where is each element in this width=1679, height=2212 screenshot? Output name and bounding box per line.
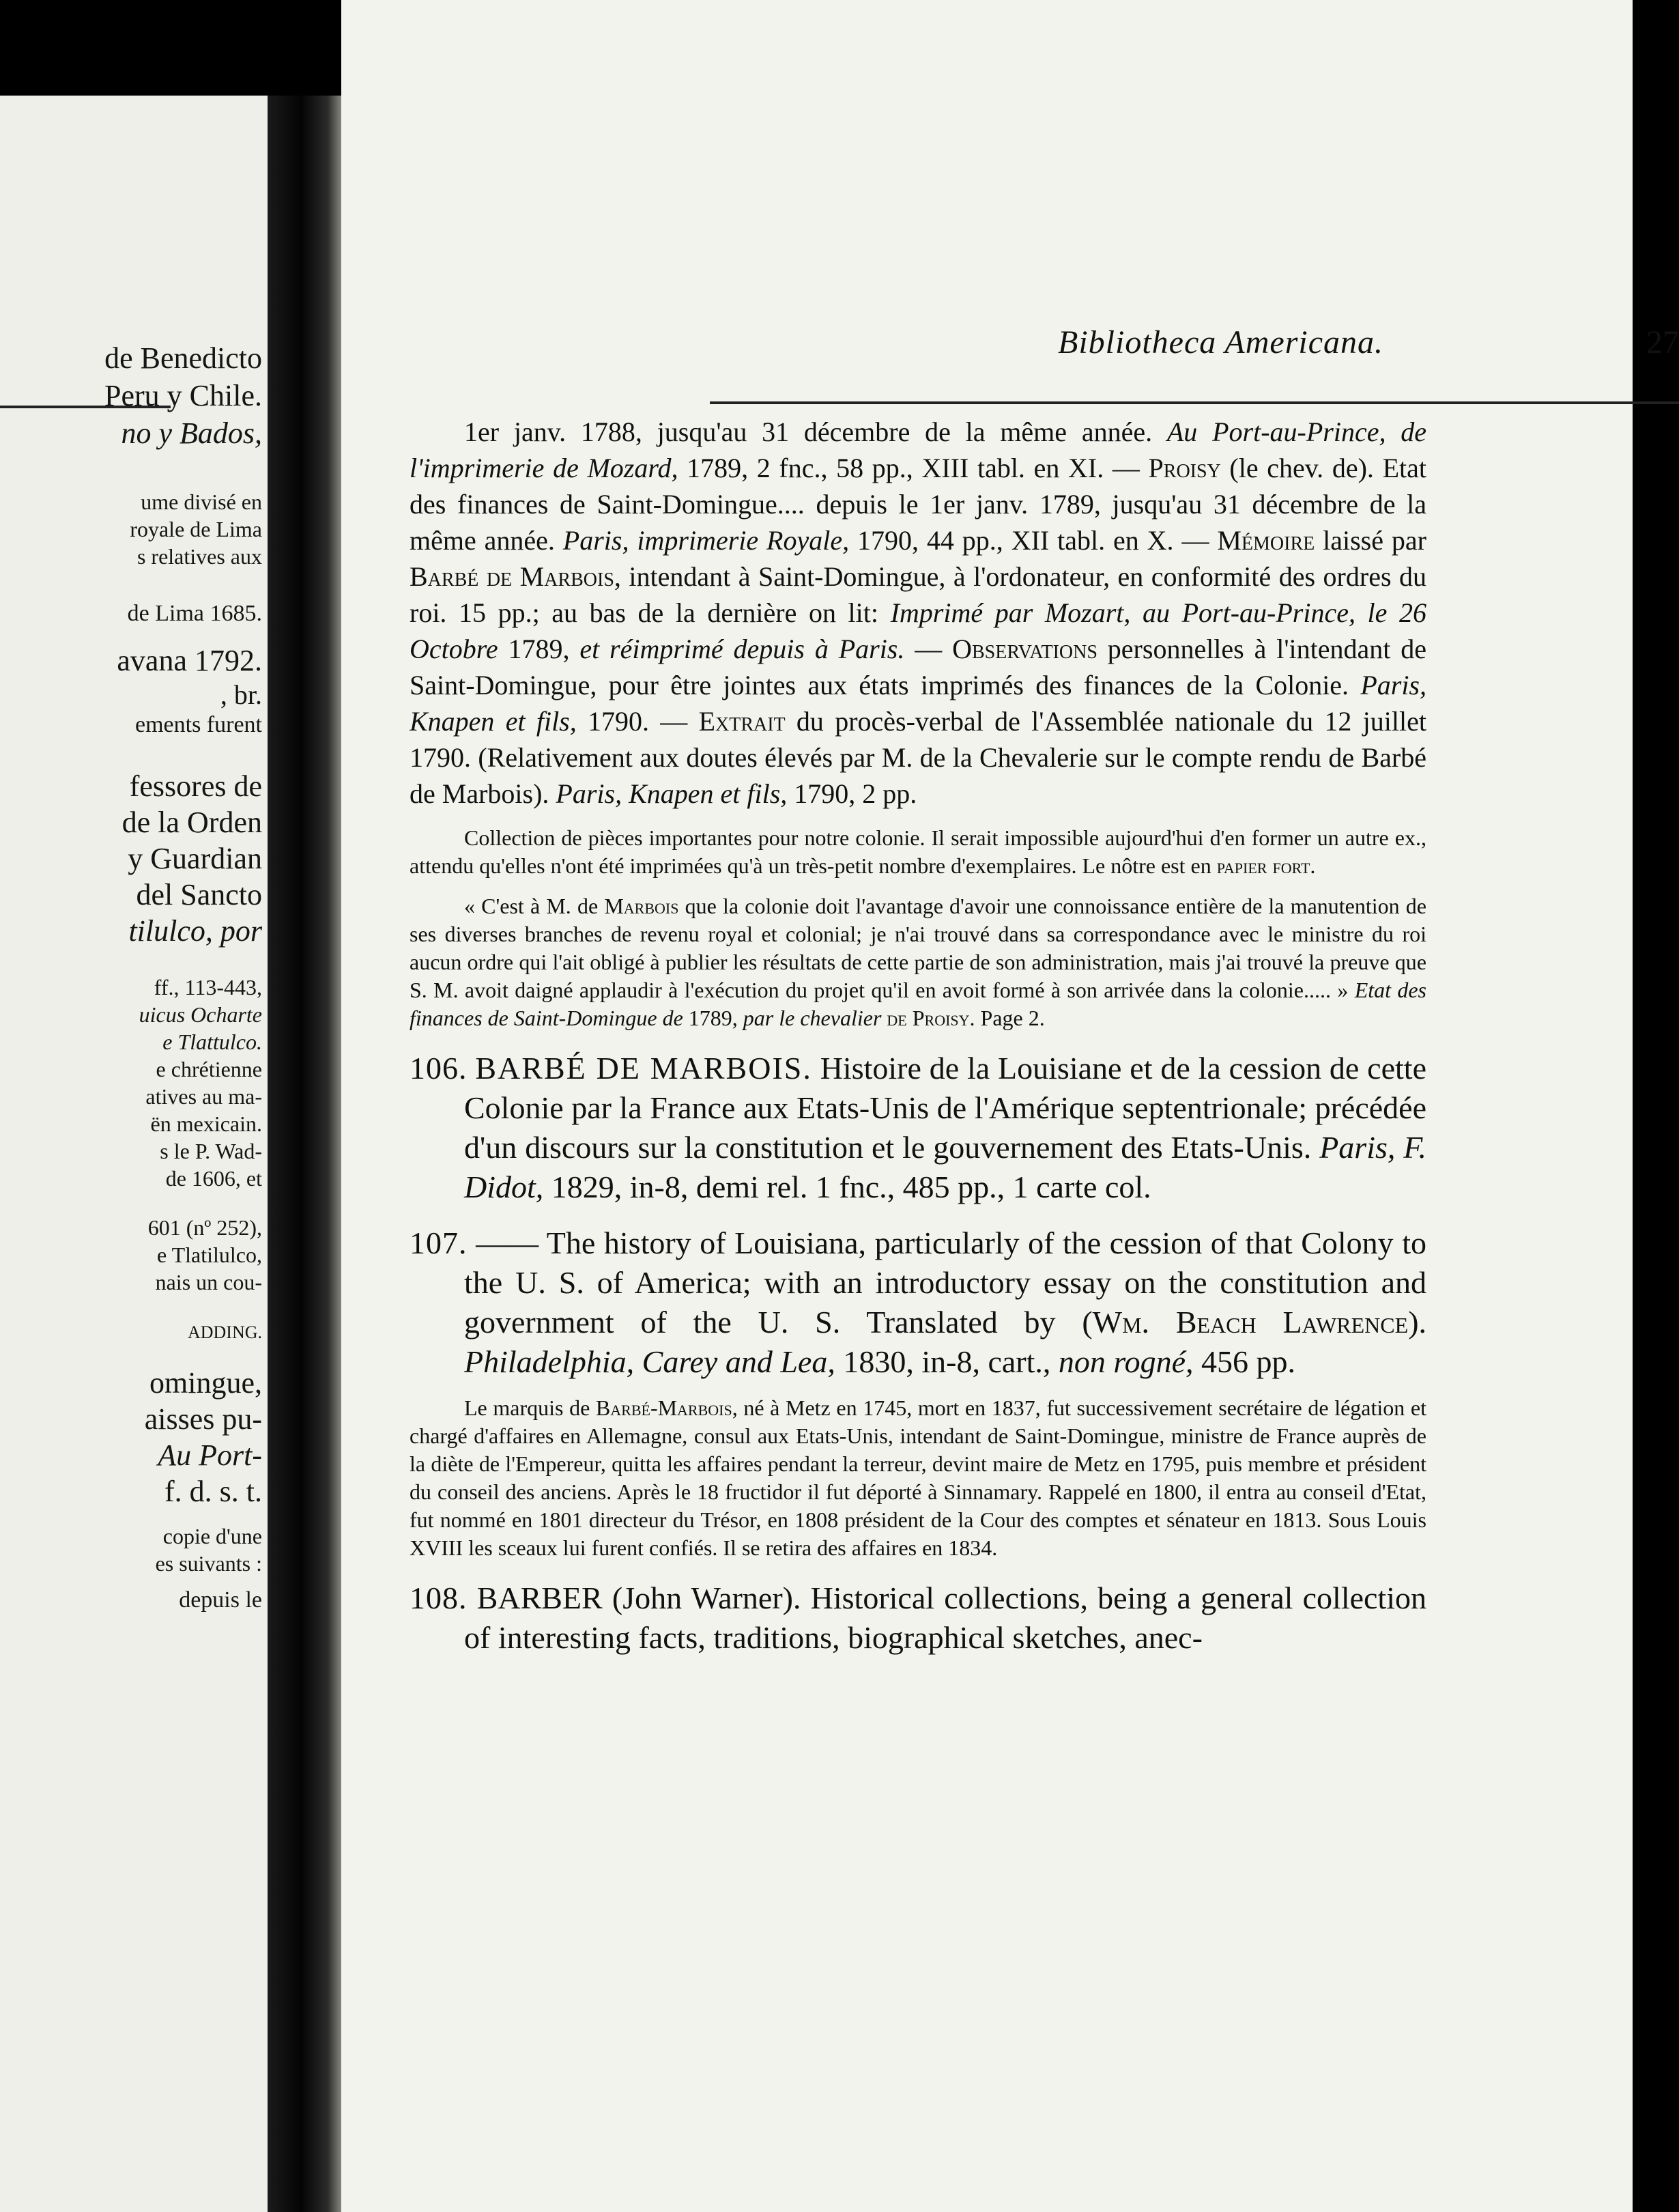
entry-107-description xyxy=(464,1225,1426,1379)
text-run: laissé par xyxy=(1315,525,1426,556)
left-page-text-fragment: Peru y Chile. xyxy=(104,379,262,412)
text-run: non rogné, xyxy=(1058,1344,1194,1379)
text-run: Barbé de Marbois xyxy=(410,561,614,592)
text-run: . Page 2. xyxy=(969,1006,1045,1030)
text-run: Wm. Beach Lawrence xyxy=(1092,1305,1409,1339)
text-run: Marbois xyxy=(604,894,679,918)
left-page-text-fragment: Au Port- xyxy=(158,1438,262,1472)
left-page-text-fragment: , br. xyxy=(220,679,262,710)
left-page-text-fragment: ements furent xyxy=(135,712,262,737)
left-page-text-fragment: de la Orden xyxy=(121,806,262,839)
left-page-text-fragment: fessores de xyxy=(129,769,262,803)
running-title: Bibliotheca Americana. xyxy=(1058,324,1384,360)
text-run: 1790, 44 pp., XII tabl. en X. — xyxy=(849,525,1218,556)
text-run: Paris, imprimerie Royale, xyxy=(562,525,850,556)
page-content xyxy=(410,414,1426,1658)
left-page-text-fragment: de 1606, et xyxy=(165,1166,262,1191)
text-run: Barbé-Marbois xyxy=(595,1395,732,1420)
left-page-text-fragment: nais un cou- xyxy=(155,1270,262,1294)
entry-105-note-2 xyxy=(410,892,1426,1032)
text-run: Paris, F. Didot, xyxy=(464,1130,1426,1204)
text-run: Au Port-au-Prince, de l'imprimerie de Mozard, xyxy=(410,416,1426,483)
entry-106 xyxy=(410,1049,1426,1207)
left-page-text-fragment: del Sancto xyxy=(136,878,262,911)
entry-107 xyxy=(410,1223,1426,1382)
text-run: Mémoire xyxy=(1217,525,1315,556)
text-run: Paris, Knapen et fils, xyxy=(410,670,1426,737)
text-run: 1789, xyxy=(683,1006,743,1030)
left-page-text-fragment: royale de Lima xyxy=(130,517,262,541)
left-page-text-fragment: avana 1792. xyxy=(117,644,262,677)
left-page-text-fragment: ume divisé en xyxy=(141,490,262,514)
left-page-text-fragment: y Guardian xyxy=(128,842,262,875)
text-run: (John Warner). Historical collections, being a general collection of interesting facts, traditions, biographical sketches, anec- xyxy=(464,1580,1426,1655)
text-run: ). xyxy=(1408,1305,1427,1339)
text-run: , intendant à Saint-Domingue, à l'ordonateur, en conformité des ordres du roi. 15 pp.; au bas de la dernière on lit: xyxy=(410,561,1426,628)
text-run: par le chevalier xyxy=(743,1006,882,1030)
entry-105-note-1 xyxy=(410,824,1426,880)
left-page-text-fragment: aisses pu- xyxy=(144,1402,262,1436)
book-gutter xyxy=(268,96,343,2212)
left-page-text-fragment: no y Bados, xyxy=(121,416,262,450)
header-rule xyxy=(710,401,1679,404)
left-page-text-fragment: ADDING. xyxy=(187,1322,262,1342)
right-page xyxy=(341,0,1679,2212)
text-run: Paris, Knapen et fils, xyxy=(556,778,788,809)
text-run: Proisy xyxy=(1148,453,1221,483)
text-run: Histoire de la Louisiane et de la cession de cette Colonie par la France aux Etats-Unis de l'Amérique septentrionale; précédée d'un discours sur la constitution et le gouvernement des Etats-Unis. xyxy=(464,1051,1426,1165)
left-page-text-fragment: uicus Ocharte xyxy=(139,1002,262,1027)
text-run: — xyxy=(904,634,953,664)
entry-108-description xyxy=(464,1580,1426,1655)
text-run: 1790, 2 pp. xyxy=(787,778,917,809)
left-page-text-fragment: e Tlattulco. xyxy=(162,1030,262,1054)
page-number: 27 xyxy=(1646,324,1679,360)
left-page-text-fragment: e Tlatilulco, xyxy=(156,1243,262,1267)
entry-number: 106. xyxy=(410,1051,468,1086)
entry-105-continuation xyxy=(410,414,1426,812)
entry-107-note xyxy=(410,1394,1426,1562)
text-run: 456 pp. xyxy=(1193,1344,1296,1379)
left-page xyxy=(0,96,268,2212)
text-run: 1er janv. 1788, jusqu'au 31 décembre de la même année. xyxy=(464,416,1167,447)
text-run: « C'est à M. de xyxy=(464,894,605,918)
text-run: Extrait xyxy=(698,706,786,737)
text-run: 1789, xyxy=(498,634,580,664)
text-run: 1829, in-8, demi rel. 1 fnc., 485 pp., 1 carte col. xyxy=(543,1169,1151,1204)
left-page-text-fragment: de Lima 1685. xyxy=(127,601,262,626)
left-page-text-fragment: ff., 113-443, xyxy=(154,975,262,999)
text-run: The history of Louisiana, particularly of the cession of that Colony to the U. S. of America; with an introductory essay on the constitution and government of the U. S. Translated by ( xyxy=(464,1225,1426,1339)
left-page-text-fragment: de Benedicto xyxy=(104,341,262,375)
left-page-text-fragment: ën mexicain. xyxy=(150,1111,262,1136)
left-page-text-fragment: s relatives aux xyxy=(137,544,262,569)
text-run: Observations xyxy=(952,634,1097,664)
entry-108 xyxy=(410,1578,1426,1658)
text-run: du procès-verbal de l'Assemblée nationale du 12 juillet 1790. (Relativement aux doutes élevés par M. de la Chevalerie sur le compte rendu de Barbé de Marbois). xyxy=(410,706,1426,809)
text-run: Collection de pièces importantes pour notre colonie. Il serait impossible aujourd'hui d'en former un autre ex., attendu qu'elles n'ont été imprimées qu'à un très-petit nombre d'exemplaires. Le nôtre est en xyxy=(410,825,1426,878)
left-page-text-fragment: copie d'une xyxy=(162,1524,262,1548)
left-page-text-fragment: s le P. Wad- xyxy=(160,1139,262,1163)
text-run: 1830, in-8, cart., xyxy=(835,1344,1059,1379)
left-page-text-fragment: depuis le xyxy=(179,1587,262,1613)
left-page-text-fragment: f. d. s. t. xyxy=(164,1475,262,1508)
text-run: de Proisy xyxy=(887,1006,970,1030)
text-run: Imprimé par Mozart, au Port-au-Prince, le 26 Octobre xyxy=(410,597,1426,664)
entry-author: BARBÉ DE MARBOIS. xyxy=(475,1051,812,1086)
text-run: et réimprimé depuis à Paris. xyxy=(579,634,905,664)
text-run: Le marquis de xyxy=(464,1395,596,1420)
page-header xyxy=(710,322,1679,377)
entry-number: 108. xyxy=(410,1580,468,1615)
ditto-dash: —— xyxy=(476,1225,539,1260)
text-run: Etat des finances de Saint-Domingue de xyxy=(410,978,1427,1030)
text-run: personnelles à l'intendant de Saint-Domingue, pour être jointes aux états imprimés des finances de la Colonie. xyxy=(410,634,1426,700)
left-page-text-fragment: e chrétienne xyxy=(156,1057,262,1081)
text-run: que la colonie doit l'avantage d'avoir une connoissance entière de la manutention de ses diverses branches de revenu royal et colonial; je n'ai trouvé dans sa correspondance avec le ministre du roi aucun ordre qui l'ait obligé à publier les résultats de cette partie de son administration, mais j'ai trouvé la preuve que S. M. avoit daigné applaudir à l'exécution du projet qu'il en avoit formé à son arrivée dans la colonie..... » xyxy=(410,894,1427,1002)
left-page-text-fragment: atives au ma- xyxy=(145,1084,262,1109)
entry-number: 107. xyxy=(410,1225,468,1260)
text-run: papier fort xyxy=(1216,853,1310,878)
text-run: 1790. — xyxy=(576,706,699,737)
text-run: . xyxy=(1310,853,1316,878)
left-page-text-fragment: 601 (nº 252), xyxy=(147,1215,262,1240)
text-run: (le chev. de). Etat des finances de Saint-Domingue.... depuis le 1er janv. 1789, jusqu'au 31 décembre de la même année. xyxy=(410,453,1426,556)
left-page-text-fragment: tilulco, por xyxy=(128,914,262,948)
left-page-text-fragment: omingue, xyxy=(149,1366,262,1400)
left-page-text-fragment: es suivants : xyxy=(155,1551,262,1576)
text-run: , né à Metz en 1745, mort en 1837, fut successivement secrétaire de légation et chargé d'affaires en Allemagne, consul aux Etats-Unis, intendant de Saint-Domingue, ministre de France auprès de la diète de l'Empereur, quitta les affaires pendant la terreur, devint maire de Metz en 1795, puis membre et président du conseil des anciens. Après le 18 fructidor il fut déporté à Sinnamary. Rappelé en 1800, il entra au conseil d'Etat, fut nommé en 1801 directeur du Trésor, en 1808 président de la Cour des comptes et sénateur en 1813. Sous Louis XVIII les sceaux lui furent confiés. Il se retira des affaires en 1834. xyxy=(410,1395,1427,1560)
text-run: 1789, 2 fnc., 58 pp., XIII tabl. en XI. — xyxy=(678,453,1149,483)
text-run: Philadelphia, Carey and Lea, xyxy=(464,1344,835,1379)
entry-author: BARBER xyxy=(476,1580,603,1615)
